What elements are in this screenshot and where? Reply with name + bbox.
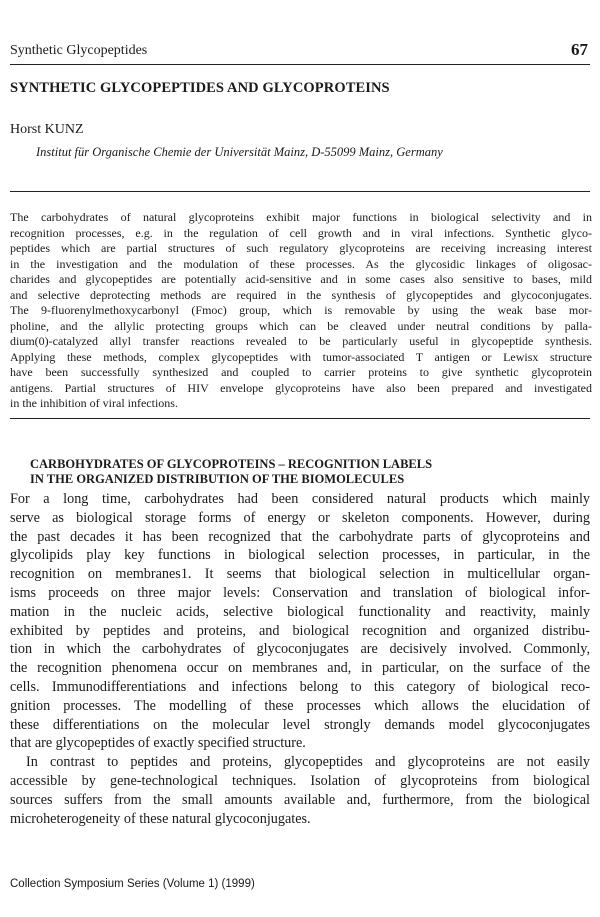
section-heading-line: CARBOHYDRATES OF GLYCOPROTEINS – RECOGNITION LABELS bbox=[30, 457, 433, 471]
body-line: isms proceeds on three major levels: Conservation and translation of biological infor- bbox=[10, 584, 590, 601]
body-line: accessible by gene-technological techniques. Isolation of glycoproteins from biological bbox=[10, 772, 590, 789]
body-line: exhibited by peptides and proteins, and biological recognition and organized distribu- bbox=[10, 622, 590, 639]
abstract-line: peptides which are partial structures of such regulatory glycoproteins are receiving increasing interest bbox=[10, 241, 592, 255]
footer-series-info: Collection Symposium Series (Volume 1) (1999) bbox=[10, 878, 255, 890]
body-line: sources suffers from the small amounts available and, furthermore, from the biological bbox=[10, 791, 590, 808]
abstract-line: charides and glycopeptides are potentially acid-sensitive and in some cases also sensitive to bases, mild bbox=[10, 272, 592, 286]
page-number: 67 bbox=[571, 40, 588, 59]
author-affiliation: Institut für Organische Chemie der Universität Mainz, D-55099 Mainz, Germany bbox=[36, 145, 443, 159]
body-line: serve as biological storage forms of energy or skeleton components. However, during bbox=[10, 509, 590, 526]
body-line: glycolipids play key functions in biological selection processes, in particular, in the bbox=[10, 547, 590, 564]
abstract bbox=[10, 210, 592, 412]
abstract-line: The carbohydrates of natural glycoproteins exhibit major functions in biological selectivity and in bbox=[10, 210, 592, 224]
body-line: cells. Immunodifferentiations and infections belong to this category of biological reco- bbox=[10, 678, 590, 695]
body-line: the past decades it has been recognized that the carbohydrate parts of glycoproteins and bbox=[10, 528, 590, 545]
body-line: the recognition phenomena occur on membranes and, in particular, on the surface of the bbox=[10, 660, 590, 677]
body-text bbox=[10, 490, 590, 828]
abstract-line: pholine, and the allylic protecting groups which can be cleaved under neutral conditions by palla- bbox=[10, 318, 592, 333]
abstract-line: recognition processes, e.g. in the regulation of cell growth and in viral infections. Synthetic glyco- bbox=[10, 225, 592, 240]
author-name: Horst KUNZ bbox=[10, 122, 84, 137]
abstract-line: in the inhibition of viral infections. bbox=[10, 396, 178, 410]
body-line: For a long time, carbohydrates had been considered natural products which mainly bbox=[10, 491, 590, 507]
body-line: mation in the nucleic acids, selective biological functionality and reactivity, mainly bbox=[10, 603, 590, 620]
abstract-line: Applying these methods, complex glycopeptides with tumor-associated T antigen or Lewisx structure bbox=[10, 349, 592, 364]
article-title: SYNTHETIC GLYCOPEPTIDES AND GLYCOPROTEINS bbox=[10, 80, 390, 96]
running-title: Synthetic Glycopeptides bbox=[10, 43, 148, 58]
abstract-line: The 9-fluorenylmethoxycarbonyl (Fmoc) group, which is removable by using the weak base mor- bbox=[10, 303, 592, 317]
abstract-line: have been successfully synthesized and coupled to carrier proteins to give synthetic glycoprotein bbox=[10, 365, 592, 379]
body-line: recognition on membranes1. It seems that biological selection in multicellular organ- bbox=[10, 566, 590, 583]
running-header bbox=[10, 42, 590, 65]
abstract-line: and selective deprotecting methods are required in the synthesis of glycopeptides and glycoconjugates. bbox=[10, 287, 592, 302]
body-line: microheterogeneity of these natural glycoconjugates. bbox=[10, 810, 311, 827]
abstract-line: dium(0)-catalyzed allyl transfer reactions revealed to be particularly useful in glycopeptide synthesis. bbox=[10, 334, 592, 348]
body-line: gnition processes. The modelling of these processes which allows the elucidation of bbox=[10, 697, 590, 714]
abstract-line: in the investigation and the modulation of these processes. As the glycosidic linkages of oligosac- bbox=[10, 256, 592, 271]
section-heading-line: IN THE ORGANIZED DISTRIBUTION OF THE BIOMOLECULES bbox=[30, 472, 405, 486]
abstract-bottom-rule bbox=[10, 418, 590, 419]
body-line: tion in which the carbohydrates of glycoconjugates are decisively involved. Commonly, bbox=[10, 641, 590, 658]
body-line: In contrast to peptides and proteins, glycopeptides and glycoproteins are not easily bbox=[26, 754, 590, 771]
body-line: these differentiations on the molecular level strongly demands model glycoconjugates bbox=[10, 716, 590, 733]
section-heading bbox=[30, 457, 432, 487]
abstract-top-rule bbox=[10, 191, 590, 192]
abstract-line: antigens. Partial structures of HIV envelope glycoproteins have also been prepared and investigated bbox=[10, 380, 592, 395]
body-line: that are glycopeptides of exactly specified structure. bbox=[10, 735, 306, 752]
